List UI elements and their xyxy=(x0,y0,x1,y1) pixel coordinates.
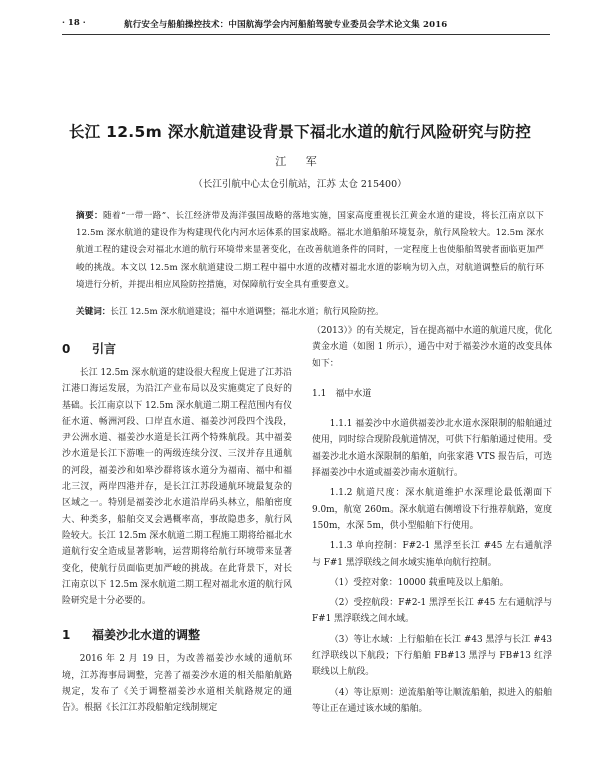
running-header xyxy=(62,15,550,35)
list-item: （3）等让水域：上行船舶在长江 #43 黑浮与长江 #43 红浮联线以下航段；下行船舶 FB#13 黑浮与 FB#13 红浮联线以上航段。 xyxy=(312,634,552,678)
list-item: （4）等让原则：逆流船舶等让顺流船舶，拟进入的船舶等让正在通过该水域的船舶。 xyxy=(312,687,552,714)
keywords-label: 关键词： xyxy=(76,307,111,317)
abstract-text: 随着“一带一路”、长江经济带及海洋强国战略的落地实施，国家高度重视长江黄金水道的建设，将长江南京以下 12.5m 深水航道的建设作为构建现代化内河水运体系的国家战略。福北水道船舶环境复杂，航行风险较大。12.5m 深水航道工程的建设会对福北水道的航行环境带来显著变化，在改善航道条件的同时，一定程度上也使船舶驾驶者面临更加严峻的挑战。本文以 12.5m 深水航道建设二期工程中福中水道的改槽对福北水道的影响为切入点，对航道调整后的航行环境进行分析，并提出相应风险防控措施，对保障航行安全具有重要意义。 xyxy=(76,211,544,290)
abstract xyxy=(76,208,544,294)
keywords-text: 长江 12.5m 深水航道建设；福中水道调整；福北水道；航行风险防控。 xyxy=(110,307,384,317)
intro-paragraph: 长江 12.5m 深水航道的建设很大程度上促进了江苏沿江港口海运发展，为沿江产业布局以及实施奠定了良好的基础。长江南京以下 12.5m 深水航道二期工程范围内有仪征水道、畅洲河段、口岸直水道、福姜沙河段四个浅段，尹公洲水道、福姜沙水道是长江两个特殊航段。其中福姜沙水道是长江下游唯一的两级连续分汊、三汊并存且通航的河段，福姜沙和如皋沙群将该水道分为福南、福中和福北三汊，两岸四港并存，是长江江苏段通航环境最复杂的区域之一。特别是福姜沙北水道沿岸码头林立，船舶密度大、种类多，船舶交叉会遇概率高，事故隐患多，航行风险较大。长江 12.5m 深水航道二期工程施工期将给福北水道航行安全造成显著影响，运营期将给航行环境带来显著变化，使航行员面临更加严峻的挑战。在此背景下，对长江南京以下 12.5m 深水航道二期工程对福北水道的航行风险研究是十分必要的。 xyxy=(62,368,292,607)
author-name: 江 军 xyxy=(275,155,325,168)
keywords xyxy=(76,305,544,319)
left-column xyxy=(62,323,292,763)
right-column xyxy=(312,323,552,763)
section-title: 福姜沙北水道的调整 xyxy=(92,628,201,643)
running-title: 航行安全与船舶操控技术：中国航海学会内河船舶驾驶专业委员会学术论文集 2016 xyxy=(124,20,448,30)
abstract-label: 摘要： xyxy=(76,211,103,221)
section-title: 引言 xyxy=(92,342,117,356)
list-item: （2）受控航段：F#2-1 黑浮至长江 #45 左右通航浮与 F#1 黑浮联线之间水域。 xyxy=(312,598,552,625)
continued-paragraph: （2013）》的有关规定，旨在提高福中水道的航道尺度，优化黄金水道（如图 1 所示），通告中对于福姜沙水道的改变具体如下： xyxy=(312,326,553,369)
section-heading-intro xyxy=(62,341,292,357)
section-number: 0 xyxy=(62,342,71,356)
clause-paragraph: 1.1.2 航道尺度：深水航道维护水深理论最低潮面下 9.0m，航宽 260m。深水航道右侧增设下行推荐航路，宽度 150m，水深 5m，供小型船舶下行使用。 xyxy=(312,488,552,531)
article-title: 长江 12.5m 深水航道建设背景下福北水道的航行风险研究与防控 xyxy=(68,123,532,141)
list-item: （1）受控对象：10000 载重吨及以上船舶。 xyxy=(329,577,509,588)
section1-paragraph: 2016 年 2 月 19 日，为改善福姜沙水域的通航环境，江苏海事局调整，完善了福姜沙水道的相关船舶航路规定，发布了《关于调整福姜沙水道相关航路规定的通告》。根据《长江江苏段船舶定线制规定 xyxy=(62,654,292,714)
author-affiliation: （长江引航中心太仓引航站，江苏 太仓 215400） xyxy=(193,179,407,190)
section-number: 1 xyxy=(62,628,71,643)
clause-paragraph: 1.1.3 单向控制：F#2-1 黑浮至长江 #45 左右通航浮与 F#1 黑浮联线之间水域实施单向航行控制。 xyxy=(312,541,552,568)
page-number: · 18 · xyxy=(62,18,86,28)
section-heading-1 xyxy=(62,627,292,643)
subsection-heading: 1.1 福中水道 xyxy=(312,388,372,399)
clause-paragraph: 1.1.1 福姜沙中水道供福姜沙北水道水深限制的船舶通过使用，同时综合现阶段航道情况，可供下行船舶通过使用。受福姜沙北水道水深限制的船舶，向张家港 VTS 报告后，可选择福姜沙中水道或福姜沙南水道航行。 xyxy=(312,419,552,479)
